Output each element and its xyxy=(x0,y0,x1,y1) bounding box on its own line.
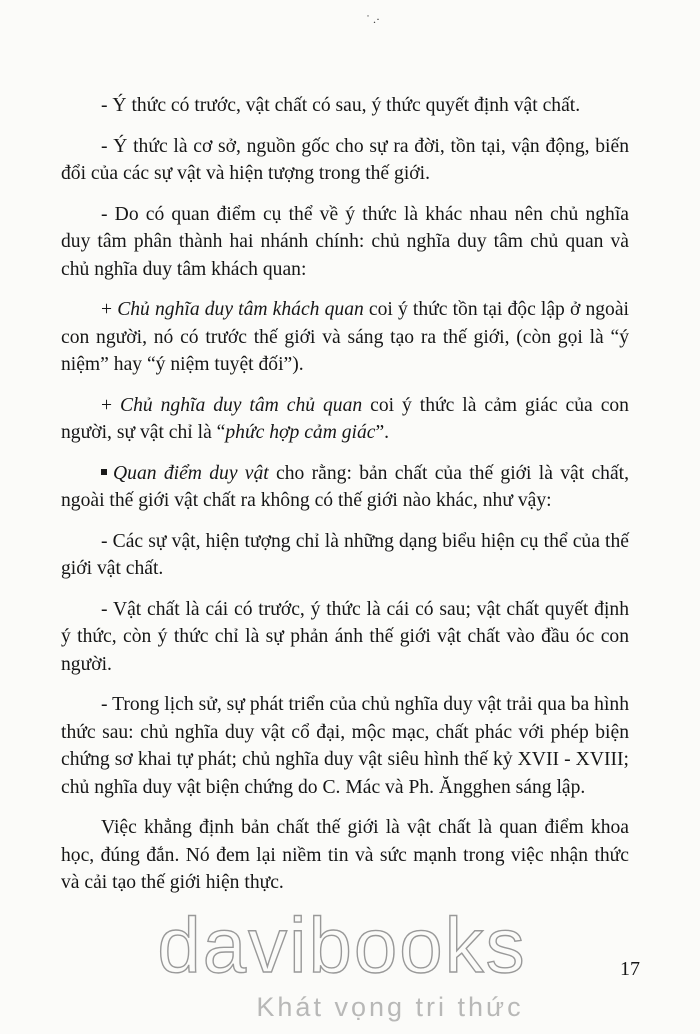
paragraph-7: - Các sự vật, hiện tượng chỉ là những dạng biểu hiện cụ thể của thế giới vật chất. xyxy=(61,530,629,579)
paragraph-4-rest: coi ý thức tồn tại độc lập ở ngoài con người, nó có trước thế giới và sáng tạo ra thế giới, (còn gọi là “ý niệm” hay “ý niệm tuyệt đối”). xyxy=(61,299,629,375)
paragraph-5-emphasis: Chủ nghĩa duy tâm chủ quan xyxy=(120,394,363,416)
paragraph-10: Việc khẳng định bản chất thế giới là vật chất là quan điểm khoa học, đúng đắn. Nó đem lại niềm tin và sức mạnh trong việc nhận thức và cải tạo thế giới hiện thực. xyxy=(61,817,629,893)
paragraph-4-emphasis: Chủ nghĩa duy tâm khách quan xyxy=(117,299,364,320)
paragraph-6-rest: cho rằng: bản chất của thế giới là vật chất, ngoài thế giới vật chất ra không có thế giới nào khác, như vậy: xyxy=(61,462,629,511)
paragraph-6 xyxy=(61,460,629,515)
paragraph-1: - Ý thức có trước, vật chất có sau, ý thức quyết định vật chất. xyxy=(101,95,581,116)
paragraph-4 xyxy=(61,296,629,379)
paragraph-3: - Do có quan điểm cụ thể về ý thức là khác nhau nên chủ nghĩa duy tâm phân thành hai nhánh chính: chủ nghĩa duy tâm chủ quan và chủ nghĩa duy tâm khách quan: xyxy=(61,203,629,280)
paragraph-5-emphasis-2: phức hợp cảm giác xyxy=(225,422,376,443)
paragraph-9: - Trong lịch sử, sự phát triển của chủ nghĩa duy vật trải qua ba hình thức sau: chủ nghĩa duy vật cổ đại, mộc mạc, chất phác với phép biện chứng sơ khai tự phát; chủ nghĩa duy vật siêu hình thế kỷ XVII - XVIII; chủ nghĩa duy vật biện chứng do C. Mác và Ph. Ăngghen sáng lập. xyxy=(61,694,629,798)
paragraph-5 xyxy=(61,392,629,447)
page-number: 17 xyxy=(620,958,640,980)
paragraph-5-mid: coi ý thức là cảm giác của con người, sự vật chỉ là “ xyxy=(61,394,629,443)
paragraph-5-prefix: + xyxy=(101,394,120,416)
paragraph-8: - Vật chất là cái có trước, ý thức là cái có sau; vật chất quyết định ý thức, còn ý thức chỉ là sự phản ánh thế giới vật chất vào đầu óc con người. xyxy=(61,598,629,675)
paragraph-2: - Ý thức là cơ sở, nguồn gốc cho sự ra đời, tồn tại, vận động, biến đổi của các sự vật và hiện tượng trong thế giới. xyxy=(61,135,629,184)
square-bullet-icon xyxy=(101,469,107,475)
paragraph-5-end: ”. xyxy=(375,422,390,443)
watermark-brand: davibooks xyxy=(157,901,527,989)
watermark-tagline: Khát vọng tri thức xyxy=(256,992,524,1022)
body-text xyxy=(61,92,629,910)
paragraph-6-emphasis: Quan điểm duy vật xyxy=(113,462,269,484)
paragraph-4-prefix: + xyxy=(101,299,118,320)
scan-specks: ˙ .· xyxy=(366,12,380,26)
